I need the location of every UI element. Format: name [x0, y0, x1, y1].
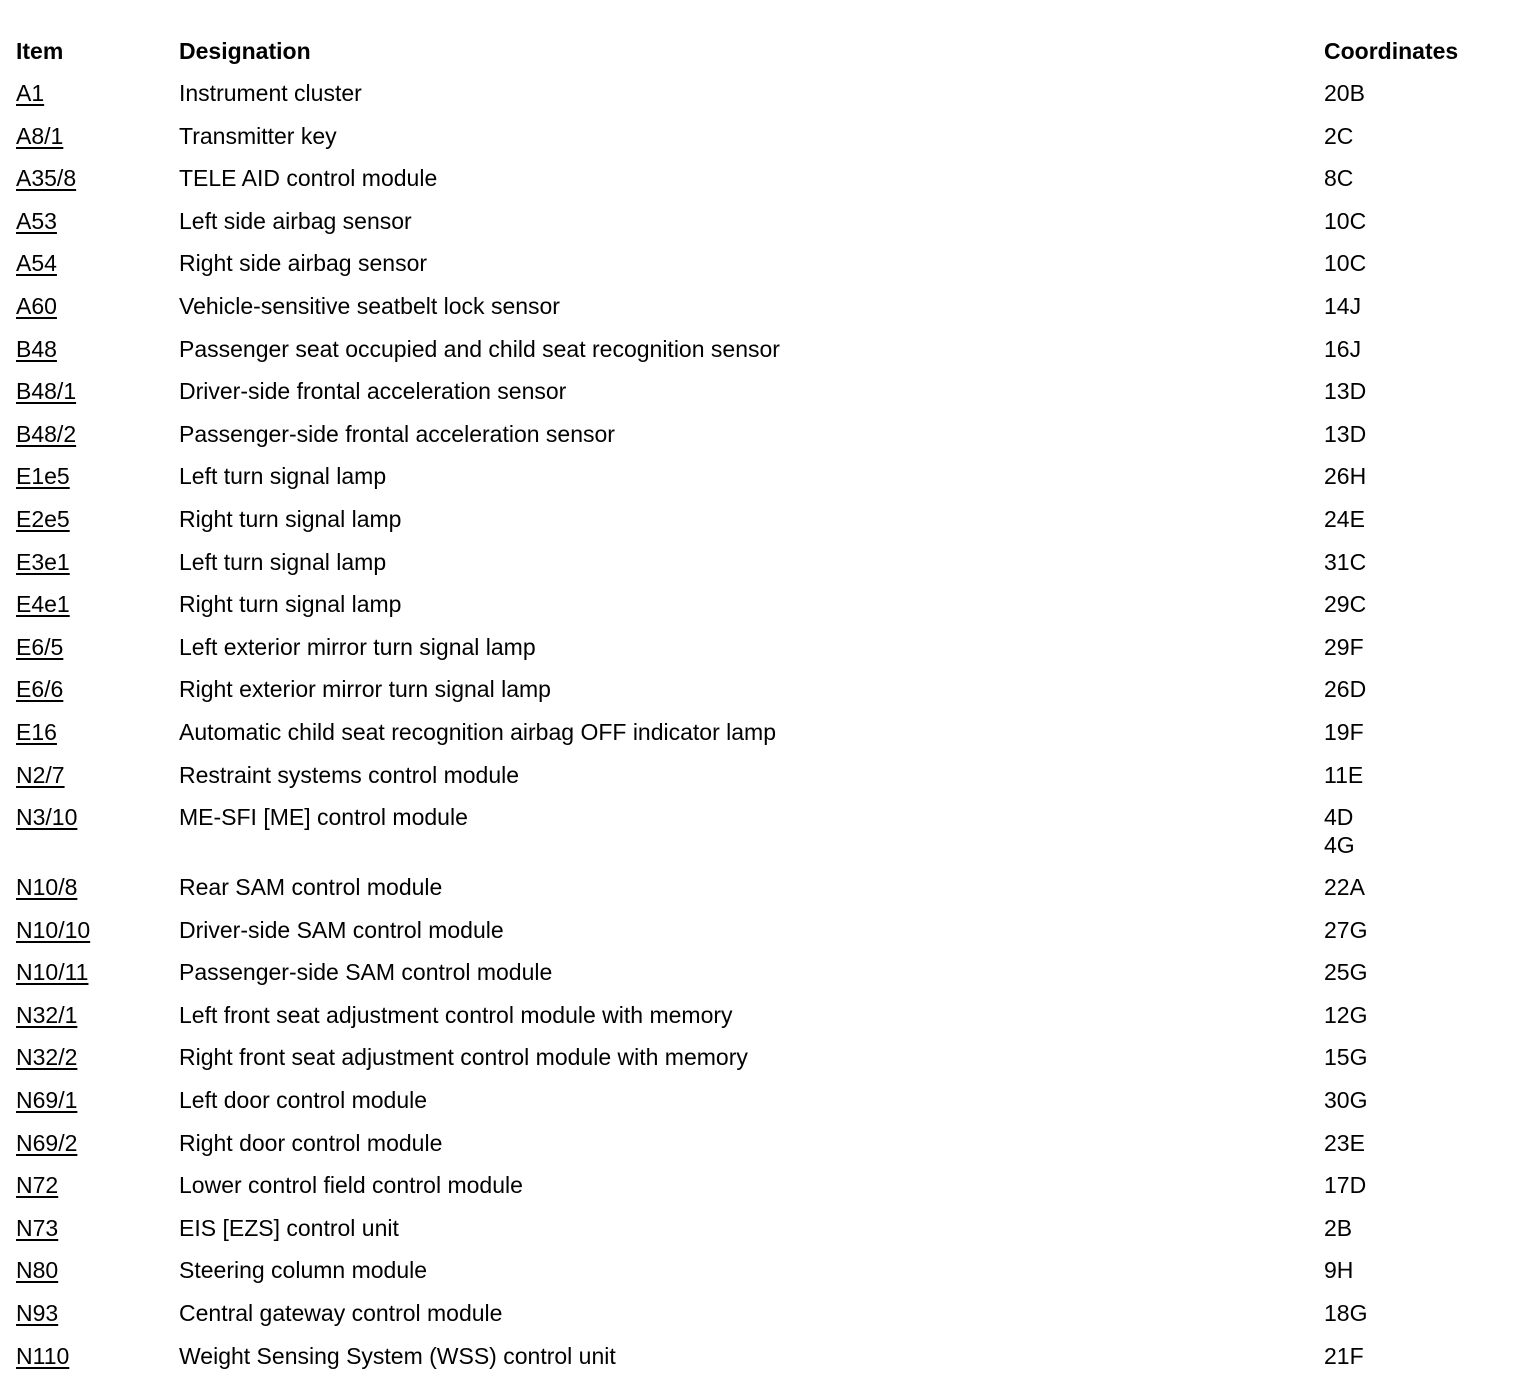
designation-cell: Rear SAM control module	[179, 874, 443, 901]
item-cell	[16, 633, 179, 661]
coordinates-cell	[1324, 249, 1506, 277]
coordinate-value: 29C	[1324, 591, 1367, 618]
table-row	[16, 756, 1506, 799]
coordinates-cell	[1324, 958, 1506, 986]
coordinates-cell	[1324, 590, 1506, 618]
item-link[interactable]: N69/1	[16, 1087, 78, 1114]
coordinates-cell	[1324, 1256, 1506, 1284]
table-row	[16, 1209, 1506, 1252]
table-row	[16, 159, 1506, 202]
coordinates-cell	[1324, 1129, 1506, 1157]
coordinates-cell	[1324, 164, 1506, 192]
item-cell	[16, 958, 179, 986]
table-row	[16, 868, 1506, 911]
item-cell	[16, 335, 179, 363]
coordinate-value: 4G	[1324, 832, 1355, 859]
designation-cell: Right front seat adjustment control module with memory	[179, 1044, 748, 1071]
item-cell	[16, 1086, 179, 1114]
item-link[interactable]: N10/11	[16, 959, 89, 986]
coordinates-cell	[1324, 1299, 1506, 1327]
item-cell	[16, 1043, 179, 1071]
coordinate-value: 25G	[1324, 959, 1368, 986]
header-coordinates: Coordinates	[1324, 38, 1459, 64]
item-cell	[16, 1214, 179, 1242]
table-row	[16, 713, 1506, 756]
item-cell	[16, 505, 179, 533]
item-link[interactable]: A8/1	[16, 122, 64, 149]
coordinate-value: 19F	[1324, 718, 1364, 745]
item-cell	[16, 873, 179, 901]
item-link[interactable]: N10/10	[16, 916, 91, 943]
table-row	[16, 798, 1506, 868]
designation-cell: Lower control field control module	[179, 1172, 523, 1199]
table-row	[16, 202, 1506, 245]
item-link[interactable]: B48/2	[16, 420, 77, 447]
item-link[interactable]: N3/10	[16, 804, 78, 831]
coordinate-value: 30G	[1324, 1087, 1368, 1114]
coordinates-cell	[1324, 462, 1506, 490]
coordinate-value: 24E	[1324, 505, 1365, 532]
designation-cell: Transmitter key	[179, 122, 337, 149]
coordinate-value: 21F	[1324, 1342, 1364, 1369]
coordinate-value: 13D	[1324, 420, 1367, 447]
item-link[interactable]: N93	[16, 1300, 59, 1327]
designation-cell: Left exterior mirror turn signal lamp	[179, 633, 536, 660]
coordinates-cell	[1324, 916, 1506, 944]
item-link[interactable]: N32/2	[16, 1044, 78, 1071]
item-cell	[16, 1171, 179, 1199]
item-link[interactable]: B48/1	[16, 378, 77, 405]
coordinate-value: 10C	[1324, 250, 1367, 277]
designation-cell: Driver-side frontal acceleration sensor	[179, 378, 567, 405]
coordinate-value: 29F	[1324, 633, 1364, 660]
item-cell	[16, 548, 179, 576]
coordinates-cell	[1324, 292, 1506, 320]
item-cell	[16, 122, 179, 150]
item-link[interactable]: E6/5	[16, 633, 64, 660]
coordinate-value: 9H	[1324, 1257, 1354, 1284]
item-link[interactable]: E4e1	[16, 591, 70, 618]
coordinates-cell	[1324, 122, 1506, 150]
coordinate-value: 11E	[1324, 761, 1364, 788]
item-cell	[16, 164, 179, 192]
table-row	[16, 1166, 1506, 1209]
coordinate-value: 26H	[1324, 463, 1367, 490]
table-row	[16, 585, 1506, 628]
designation-cell: Central gateway control module	[179, 1300, 503, 1327]
coordinates-cell	[1324, 1001, 1506, 1029]
coordinates-cell	[1324, 675, 1506, 703]
coordinates-cell	[1324, 873, 1506, 901]
table-row	[16, 1337, 1506, 1380]
designation-cell: Weight Sensing System (WSS) control unit	[179, 1342, 616, 1369]
table-row	[16, 628, 1506, 671]
coordinates-cell	[1324, 1043, 1506, 1071]
item-cell	[16, 1001, 179, 1029]
coordinate-value: 8C	[1324, 165, 1354, 192]
item-link[interactable]: E1e5	[16, 463, 70, 490]
item-link[interactable]: N73	[16, 1214, 59, 1241]
item-cell	[16, 1129, 179, 1157]
item-link[interactable]: N2/7	[16, 761, 65, 788]
coordinates-cell	[1324, 1214, 1506, 1242]
component-table	[16, 32, 1506, 1379]
table-header	[16, 32, 1506, 74]
item-link[interactable]: E2e5	[16, 505, 70, 532]
designation-cell: Left turn signal lamp	[179, 463, 387, 490]
coordinates-cell	[1324, 1086, 1506, 1114]
item-link[interactable]: N32/1	[16, 1001, 78, 1028]
designation-cell: Restraint systems control module	[179, 761, 520, 788]
designation-cell: Left door control module	[179, 1087, 428, 1114]
designation-cell: Left front seat adjustment control module with memory	[179, 1001, 733, 1028]
item-link[interactable]: B48	[16, 335, 57, 362]
item-cell	[16, 916, 179, 944]
coordinates-cell	[1324, 761, 1506, 789]
coordinates-cell	[1324, 207, 1506, 235]
item-link[interactable]: A35/8	[16, 165, 77, 192]
item-cell	[16, 377, 179, 405]
item-cell	[16, 675, 179, 703]
coordinates-cell	[1324, 1171, 1506, 1199]
coordinate-value: 12G	[1324, 1001, 1368, 1028]
designation-cell: ME-SFI [ME] control module	[179, 804, 468, 831]
coordinate-value: 31C	[1324, 548, 1367, 575]
table-row	[16, 117, 1506, 160]
designation-cell: Steering column module	[179, 1257, 428, 1284]
designation-cell: Vehicle-sensitive seatbelt lock sensor	[179, 292, 560, 319]
coordinates-cell	[1324, 803, 1506, 859]
item-link[interactable]: A54	[16, 250, 57, 277]
table-row	[16, 74, 1506, 117]
table-row	[16, 1294, 1506, 1337]
table-row	[16, 500, 1506, 543]
table-row	[16, 1251, 1506, 1294]
coordinate-value: 13D	[1324, 378, 1367, 405]
designation-cell: Passenger-side SAM control module	[179, 959, 553, 986]
coordinates-cell	[1324, 79, 1506, 107]
table-row	[16, 670, 1506, 713]
item-link[interactable]: E3e1	[16, 548, 70, 575]
item-cell	[16, 79, 179, 107]
designation-cell: Right turn signal lamp	[179, 591, 402, 618]
designation-cell: Right turn signal lamp	[179, 505, 402, 532]
coordinates-cell	[1324, 335, 1506, 363]
header-designation: Designation	[179, 38, 311, 64]
item-cell	[16, 462, 179, 490]
designation-cell: Automatic child seat recognition airbag OFF indicator lamp	[179, 718, 777, 745]
table-row	[16, 457, 1506, 500]
coordinates-cell	[1324, 548, 1506, 576]
item-link[interactable]: A1	[16, 80, 45, 106]
coordinate-value: 23E	[1324, 1129, 1365, 1156]
item-cell	[16, 803, 179, 831]
coordinates-cell	[1324, 377, 1506, 405]
item-link[interactable]: N110	[16, 1342, 70, 1369]
designation-cell: Passenger seat occupied and child seat recognition sensor	[179, 335, 780, 362]
designation-cell: Right door control module	[179, 1129, 443, 1156]
coordinates-cell	[1324, 505, 1506, 533]
coordinates-cell	[1324, 420, 1506, 448]
item-cell	[16, 761, 179, 789]
item-link[interactable]: E16	[16, 718, 57, 745]
designation-cell: EIS [EZS] control unit	[179, 1214, 399, 1241]
item-cell	[16, 292, 179, 320]
designation-cell: Left turn signal lamp	[179, 548, 387, 575]
item-cell	[16, 249, 179, 277]
table-row	[16, 1081, 1506, 1124]
coordinate-value: 4D	[1324, 804, 1354, 831]
coordinate-value: 22A	[1324, 874, 1365, 901]
coordinate-value: 10C	[1324, 207, 1367, 234]
coordinate-value: 18G	[1324, 1300, 1368, 1327]
designation-cell: TELE AID control module	[179, 165, 438, 192]
table-row	[16, 1038, 1506, 1081]
table-row	[16, 911, 1506, 954]
designation-cell: Instrument cluster	[179, 80, 362, 106]
item-link[interactable]: E6/6	[16, 676, 64, 703]
header-item: Item	[16, 38, 64, 64]
item-link[interactable]: N80	[16, 1257, 59, 1284]
coordinate-value: 2C	[1324, 122, 1354, 149]
coordinate-value: 2B	[1324, 1214, 1353, 1241]
table-row	[16, 953, 1506, 996]
designation-cell: Driver-side SAM control module	[179, 916, 504, 943]
coordinate-value: 27G	[1324, 916, 1368, 943]
item-cell	[16, 718, 179, 746]
coordinates-cell	[1324, 718, 1506, 746]
coordinate-value: 14J	[1324, 292, 1362, 319]
table-row	[16, 543, 1506, 586]
item-cell	[16, 590, 179, 618]
coordinate-value: 15G	[1324, 1044, 1368, 1071]
table-row	[16, 330, 1506, 373]
table-row	[16, 372, 1506, 415]
coordinate-value: 26D	[1324, 676, 1367, 703]
item-link[interactable]: N10/8	[16, 874, 78, 901]
designation-cell: Passenger-side frontal acceleration sensor	[179, 420, 615, 447]
item-cell	[16, 1342, 179, 1370]
item-cell	[16, 1299, 179, 1327]
table-row	[16, 287, 1506, 330]
item-link[interactable]: N72	[16, 1172, 59, 1199]
item-cell	[16, 420, 179, 448]
item-link[interactable]: A53	[16, 207, 57, 234]
coordinates-cell	[1324, 633, 1506, 661]
designation-cell: Left side airbag sensor	[179, 207, 412, 234]
item-cell	[16, 207, 179, 235]
coordinates-cell	[1324, 1342, 1506, 1370]
item-link[interactable]: N69/2	[16, 1129, 78, 1156]
table-row	[16, 996, 1506, 1039]
table-row	[16, 244, 1506, 287]
table-body	[16, 74, 1506, 1379]
coordinate-value: 17D	[1324, 1172, 1367, 1199]
item-link[interactable]: A60	[16, 292, 57, 319]
table-row	[16, 415, 1506, 458]
coordinate-value: 16J	[1324, 335, 1362, 362]
designation-cell: Right side airbag sensor	[179, 250, 428, 277]
table-row	[16, 1124, 1506, 1167]
designation-cell: Right exterior mirror turn signal lamp	[179, 676, 551, 703]
coordinate-value: 20B	[1324, 80, 1365, 106]
item-cell	[16, 1256, 179, 1284]
